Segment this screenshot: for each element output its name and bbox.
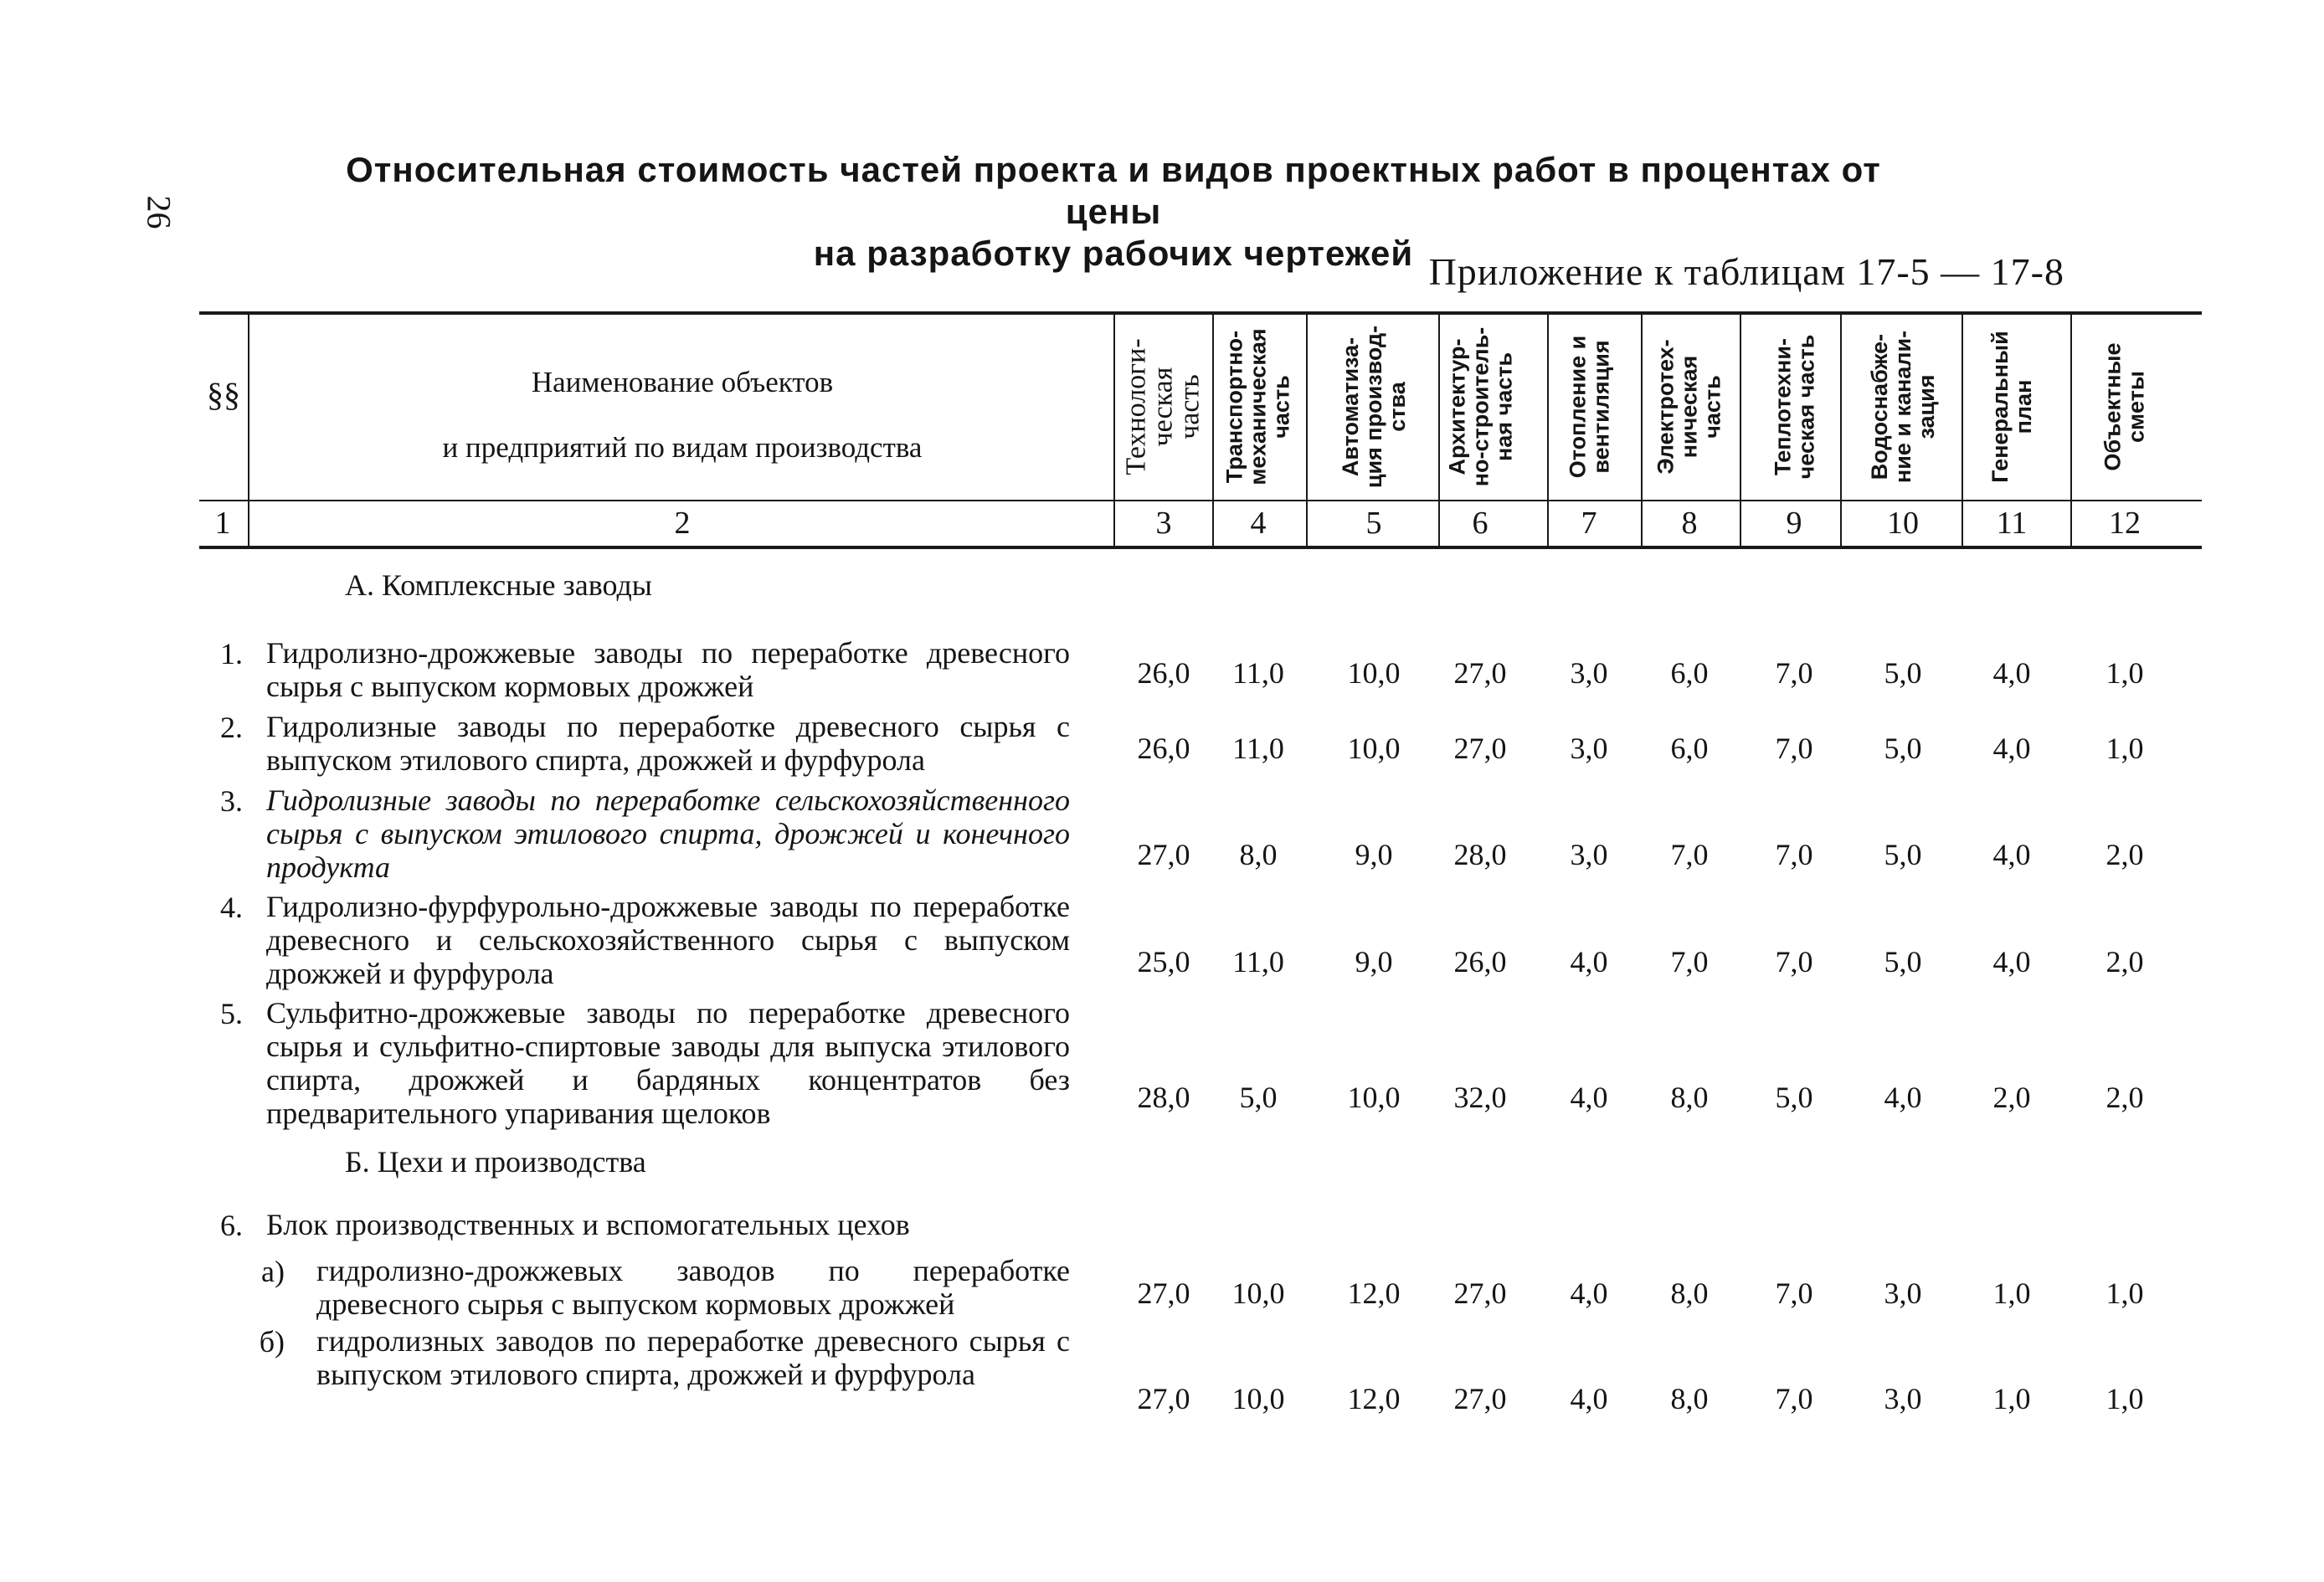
column-divider — [1641, 315, 1643, 546]
cell-value: 4,0 — [1570, 1382, 1608, 1415]
cell-value: 5,0 — [1884, 656, 1922, 690]
cell-value: 8,0 — [1239, 838, 1278, 871]
cell-value: 26,0 — [1453, 945, 1507, 978]
column-number: 7 — [1581, 506, 1597, 541]
cell-value: 5,0 — [1884, 945, 1922, 978]
table-top-rule — [199, 311, 2202, 315]
cell-value: 7,0 — [1775, 1276, 1813, 1310]
row-name: гидролизных заводов по переработке древесного сырья с выпуском этилового спирта, дрожжей и фурфурола — [316, 1324, 1070, 1391]
column-header-text: Теплотехни- ческая часть — [1770, 334, 1819, 480]
row-name: Блок производственных и вспомогательных цехов — [266, 1208, 910, 1241]
column-header-4 — [1212, 316, 1304, 498]
appendix-reference: Приложение к таблицам 17-5 — 17-8 — [1428, 250, 2064, 293]
cell-value: 3,0 — [1570, 732, 1608, 765]
column-header-text: Электротех- ническая часть — [1653, 339, 1726, 475]
column-header-text: Объектные сметы — [2100, 342, 2150, 471]
cell-value: 7,0 — [1775, 945, 1813, 978]
cell-value: 12,0 — [1347, 1382, 1401, 1415]
column-header-text: Водоснабже- ние и канали- зация — [1867, 330, 1939, 484]
column-number: 10 — [1887, 506, 1919, 541]
column-header-text: Автоматиза- ция производ- ства — [1338, 325, 1410, 489]
column-header-10 — [1850, 316, 1956, 498]
column-header-9 — [1748, 316, 1840, 498]
column-number: 2 — [674, 506, 691, 541]
column-header-text: Отопление и вентиляция — [1565, 335, 1614, 479]
cell-value: 4,0 — [1992, 838, 2031, 871]
cell-value: 3,0 — [1884, 1276, 1922, 1310]
cell-value: 4,0 — [1884, 1081, 1922, 1114]
cell-value: 27,0 — [1453, 1382, 1507, 1415]
title-line-2: на разработку рабочих чертежей — [813, 234, 1414, 273]
cell-value: 1,0 — [1992, 1276, 2031, 1310]
column-header-7 — [1543, 316, 1635, 498]
cell-value: 11,0 — [1232, 945, 1284, 978]
cell-value: 8,0 — [1670, 1382, 1709, 1415]
section-a-title: А. Комплексные заводы — [345, 568, 652, 602]
cell-value: 8,0 — [1670, 1276, 1709, 1310]
cell-value: 1,0 — [2105, 1276, 2144, 1310]
cell-value: 4,0 — [1992, 945, 2031, 978]
cell-value: 4,0 — [1570, 1081, 1608, 1114]
column-header-6 — [1427, 316, 1533, 498]
cell-value: 2,0 — [2105, 838, 2144, 871]
column-number: 8 — [1681, 506, 1698, 541]
cell-value: 11,0 — [1232, 656, 1284, 690]
cell-value: 7,0 — [1775, 1382, 1813, 1415]
cell-value: 4,0 — [1570, 945, 1608, 978]
cell-value: 10,0 — [1347, 732, 1401, 765]
cell-value: 7,0 — [1670, 838, 1709, 871]
column-numbers-rule — [199, 546, 2202, 549]
column-header-text: Технологи- ческая часть — [1121, 338, 1206, 475]
row-name: Гидролизные заводы по переработке сельскохозяйственного сырья с выпуском этилового спирта, дрожжей и конечного продукта — [266, 783, 1070, 884]
row-name: гидролизно-дрожжевых заводов по переработке древесного сырья с выпуском кормовых дрожжей — [316, 1254, 1070, 1321]
cell-value: 2,0 — [2105, 1081, 2144, 1114]
section-b-title: Б. Цехи и производства — [345, 1145, 646, 1179]
row-number: 6. — [220, 1209, 243, 1242]
column-divider — [1840, 315, 1842, 546]
cell-value: 27,0 — [1137, 1382, 1190, 1415]
cell-value: 25,0 — [1137, 945, 1190, 978]
row-name: Сульфитно-дрожжевые заводы по переработке древесного сырья и сульфитно-спиртовые заводы для выпуска этилового спирта, дрожжей и бардяных концентратов без предварительного упаривания щелоков — [266, 996, 1070, 1130]
column-number: 11 — [1996, 506, 2028, 541]
header-object-name-line-2: и предприятий по видам производства — [442, 431, 923, 464]
cell-value: 5,0 — [1884, 838, 1922, 871]
column-divider — [1113, 315, 1115, 546]
cell-value: 3,0 — [1570, 838, 1608, 871]
column-number: 1 — [214, 506, 231, 541]
cell-value: 7,0 — [1775, 732, 1813, 765]
column-divider — [1306, 315, 1308, 546]
cell-value: 28,0 — [1137, 1081, 1190, 1114]
cell-value: 27,0 — [1137, 1276, 1190, 1310]
cell-value: 5,0 — [1884, 732, 1922, 765]
header-object-name-line-1: Наименование объектов — [531, 366, 834, 398]
column-number: 5 — [1365, 506, 1382, 541]
cell-value: 5,0 — [1239, 1081, 1278, 1114]
row-number: 3. — [220, 784, 243, 818]
cell-value: 7,0 — [1775, 838, 1813, 871]
cell-value: 10,0 — [1347, 1081, 1401, 1114]
cell-value: 3,0 — [1570, 656, 1608, 690]
column-header-text: Транспортно- механическая часть — [1222, 328, 1294, 485]
column-header-5 — [1328, 316, 1420, 498]
cell-value: 7,0 — [1775, 656, 1813, 690]
column-number: 3 — [1155, 506, 1172, 541]
column-divider — [1740, 315, 1741, 546]
header-object-name — [251, 350, 1113, 480]
cell-value: 1,0 — [2105, 656, 2144, 690]
column-number: 12 — [2109, 506, 2141, 541]
cell-value: 27,0 — [1453, 732, 1507, 765]
column-number: 4 — [1250, 506, 1267, 541]
cell-value: 26,0 — [1137, 656, 1190, 690]
row-number: 2. — [220, 711, 243, 744]
row-name: Гидролизные заводы по переработке древесного сырья с выпуском этилового спирта, дрожжей и фурфурола — [266, 710, 1070, 777]
column-header-12 — [2079, 316, 2171, 498]
cell-value: 7,0 — [1670, 945, 1709, 978]
cell-value: 27,0 — [1137, 838, 1190, 871]
cell-value: 5,0 — [1775, 1081, 1813, 1114]
cell-value: 1,0 — [1992, 1382, 2031, 1415]
cell-value: 10,0 — [1231, 1276, 1285, 1310]
page-number: 26 — [140, 195, 178, 229]
column-header-8 — [1643, 316, 1735, 498]
cell-value: 3,0 — [1884, 1382, 1922, 1415]
column-number: 9 — [1786, 506, 1802, 541]
row-number: 1. — [220, 637, 243, 670]
row-number: 5. — [220, 997, 243, 1030]
header-rule — [199, 500, 2202, 501]
cell-value: 11,0 — [1232, 732, 1284, 765]
header-section-sign: §§ — [207, 376, 240, 413]
row-number: б) — [259, 1325, 285, 1359]
cell-value: 9,0 — [1355, 838, 1393, 871]
cell-value: 4,0 — [1992, 732, 2031, 765]
cell-value: 4,0 — [1992, 656, 2031, 690]
column-divider — [2070, 315, 2072, 546]
cell-value: 32,0 — [1453, 1081, 1507, 1114]
column-header-text: Генеральный план — [1987, 331, 2036, 483]
row-number: а) — [261, 1255, 285, 1288]
cell-value: 27,0 — [1453, 1276, 1507, 1310]
row-number: 4. — [220, 891, 243, 924]
cell-value: 26,0 — [1137, 732, 1190, 765]
cell-value: 6,0 — [1670, 656, 1709, 690]
cell-value: 1,0 — [2105, 1382, 2144, 1415]
cell-value: 1,0 — [2105, 732, 2144, 765]
cell-value: 8,0 — [1670, 1081, 1709, 1114]
cell-value: 4,0 — [1570, 1276, 1608, 1310]
column-number: 6 — [1472, 506, 1488, 541]
column-header-3 — [1118, 316, 1210, 498]
cell-value: 12,0 — [1347, 1276, 1401, 1310]
cell-value: 28,0 — [1453, 838, 1507, 871]
row-name: Гидролизно-дрожжевые заводы по переработке древесного сырья с выпуском кормовых дрожжей — [266, 636, 1070, 703]
cell-value: 10,0 — [1231, 1382, 1285, 1415]
row-name: Гидролизно-фурфурольно-дрожжевые заводы по переработке древесного и сельскохозяйственного сырья с выпуском дрожжей и фурфурола — [266, 890, 1070, 990]
cell-value: 2,0 — [2105, 945, 2144, 978]
cell-value: 9,0 — [1355, 945, 1393, 978]
cell-value: 10,0 — [1347, 656, 1401, 690]
cell-value: 2,0 — [1992, 1081, 2031, 1114]
title-line-1: Относительная стоимость частей проекта и видов проектных работ в процентах от цены — [346, 150, 1881, 231]
cell-value: 6,0 — [1670, 732, 1709, 765]
column-header-11 — [1959, 316, 2064, 498]
column-header-text: Архитектур- но-строитель- ная часть — [1444, 326, 1517, 487]
cell-value: 27,0 — [1453, 656, 1507, 690]
